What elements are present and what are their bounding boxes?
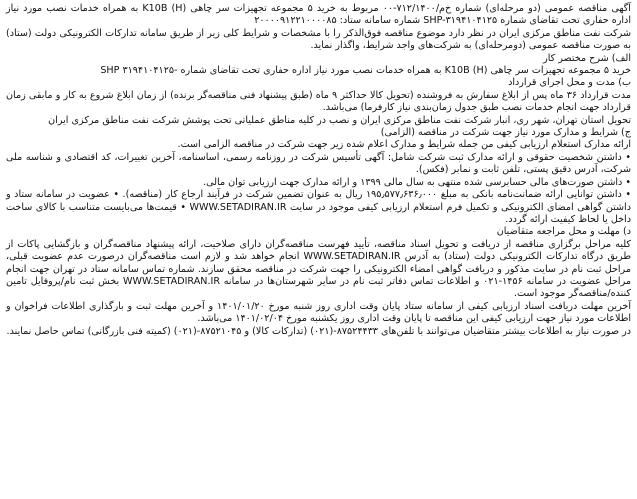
- requirement-financial: • داشتن صورت‌های مالی حسابرسی شده منتهی به سال مالی ۱۳۹۹ و ارائه مدارک جهت ارزیابی توان مالی.: [203, 176, 631, 188]
- process-paragraph: کلیه مراحل برگزاری مناقصه از دریافت و تحویل اسناد مناقصه، تأیید فهرست مناقصه‌گران دارای صلاحیت، ارائه پیشنهاد مناقصه‌گران و بازگشایی پاکات از طریق درگاه تدارکات الکترونیکی دولت (ستاد) به آدرس WWW.SETADIRAN.IR انجام خواهد شد و لازم است مناقصه‌گران درصورت عدم عضویت قبلی، مراحل ثبت نام در سایت مذکور و دریافت گواهی امضاء الکترونیکی را جهت شرکت در مناقصه محقق سازند. شماره تماس سامانه ستاد در تهران جهت انجام مراحل عضویت در سامانه ۱۴۵۶-۰۲۱ و اطلاعات تماس دفاتر ثبت نام در سایر شهرستان‌ها در سامانه WWW.SETADIRAN.IR بخش ثبت نام/پروفایل تامین کننده/مناقصه‌گر موجود است.: [6, 238, 632, 300]
- section-d-heading: د) مهلت و محل مراجعه متقاضیان: [496, 226, 631, 238]
- section-b-heading: ب) مدت و محل اجرای قرارداد: [508, 77, 631, 89]
- section-a-text: خرید ۵ مجموعه تجهیزات سر چاهی K10B (H) به همراه خدمات نصب مورد نیاز اداره حفاری تحت تقاضای شماره -SHP ۳۱۹۴۱۰۴۱۲۵: [100, 65, 631, 77]
- contract-duration-text: مدت قرارداد ۳۶ ماه پس از ابلاغ سفارش به فروشنده (تحویل کالا حداکثر ۹ ماه (طبق پیشنهاد فنی مناقصه‌گر برنده) از زمان ابلاغ شروع به کار و مابقی زمان قرارداد جهت انجام خدمات نصب طبق جدول زمان‌بندی نیاز کارفرما) می‌باشد.: [6, 89, 631, 114]
- section-a-heading: الف) شرح مختصر کار: [543, 52, 631, 64]
- intro-paragraph: شرکت نفت مناطق مرکزی ایران در نظر دارد موضوع مناقصه فوق‌الذکر را با مشخصات و شرایط کلی زیر از طریق سامانه تدارکات الکترونیکی دولت (ستاد) به صورت مناقصه عمومی (دومرحله‌ای) به شرکت‌های واجد شرایط، واگذار نماید.: [6, 27, 631, 52]
- requirement-legal-entity: • داشتن شخصیت حقوقی و ارائه مدارک ثبت شرکت شامل: آگهی تأسیس شرکت در روزنامه رسمی، اساسنامه، آخرین تغییرات، کد اقتصادی و شناسه ملی شرکت، آدرس دقیق پستی، تلفن ثابت و نمابر (فکس).: [6, 151, 631, 176]
- deadline-paragraph: آخرین مهلت دریافت اسناد ارزیابی کیفی از سامانه ستاد پایان وقت اداری روز شنبه مورخ ۱۴۰۱/۰۱/۲۰ و آخرین مهلت ثبت و بارگذاری اطلاعات فراخوان و اطلاعات مورد نیاز جهت ارزیابی کیفی این مناقصه تا پایان وقت اداری روز یکشنبه مورخ ۱۴۰۱/۰۲/۰۴ می‌باشد.: [6, 300, 631, 325]
- section-c-heading: ج) شرایط و مدارک مورد نیاز جهت شرکت در مناقصه (الزامی): [380, 127, 631, 139]
- qualification-intro: ارائه مدارک استعلام ارزیابی کیفی من جمله شرایط و مدارک اعلام شده زیر جهت شرکت در مناقصه الزامی است.: [177, 139, 631, 151]
- contact-paragraph: در صورت نیاز به اطلاعات بیشتر متقاضیان می‌توانند با تلفن‌های ۸۷۵۲۴۴۳۳-(۰۲۱) (تدارکات کالا) و ۸۷۵۲۱۰۴۵-(۰۲۱) (کمیته فنی بازرگانی) تماس حاصل نمایند.: [6, 325, 631, 337]
- delivery-location-text: تحویل استان تهران، شهر ری، انبار شرکت نفت مناطق مرکزی ایران و نصب در کلیه مناطق عملیاتی تحت پوشش شرکت نفت مناطق مرکزی ایران: [48, 114, 631, 126]
- notice-heading: آگهی مناقصه عمومی (دو مرحله‌ای) شماره خ‌م/۷۱۲/۱۴۰۰-۰۰ مربوط به خرید ۵ مجموعه تجهیزات سر چاهی K10B (H) به همراه خدمات نصب مورد نیاز اداره حفاری تحت تقاضای شماره SHP-۳۱۹۴۱۰۴۱۲۵ شماره سامانه ستاد: ۲۰۰۰۰۹۱۲۲۱۰۰۰۰۸۵: [6, 3, 631, 27]
- requirement-guarantee: • داشتن توانایی ارائه ضمانت‌نامه بانکی به مبلغ ۱۹۵٫۵۷۷٫۶۳۶٫۰۰۰ ریال به عنوان تضمین شرکت در فرآیند ارجاع کار (مناقصه). • عضویت در سامانه ستاد و داشتن گواهی امضای الکترونیکی و تکمیل فرم استعلام ارزیابی کیفی موجود در سایت WWW.SETADIRAN.IR • قیمت‌ها می‌بایست متناسب با کالای ساخت داخل یا لحاظ کیفیت ارائه گردد.: [6, 189, 631, 225]
